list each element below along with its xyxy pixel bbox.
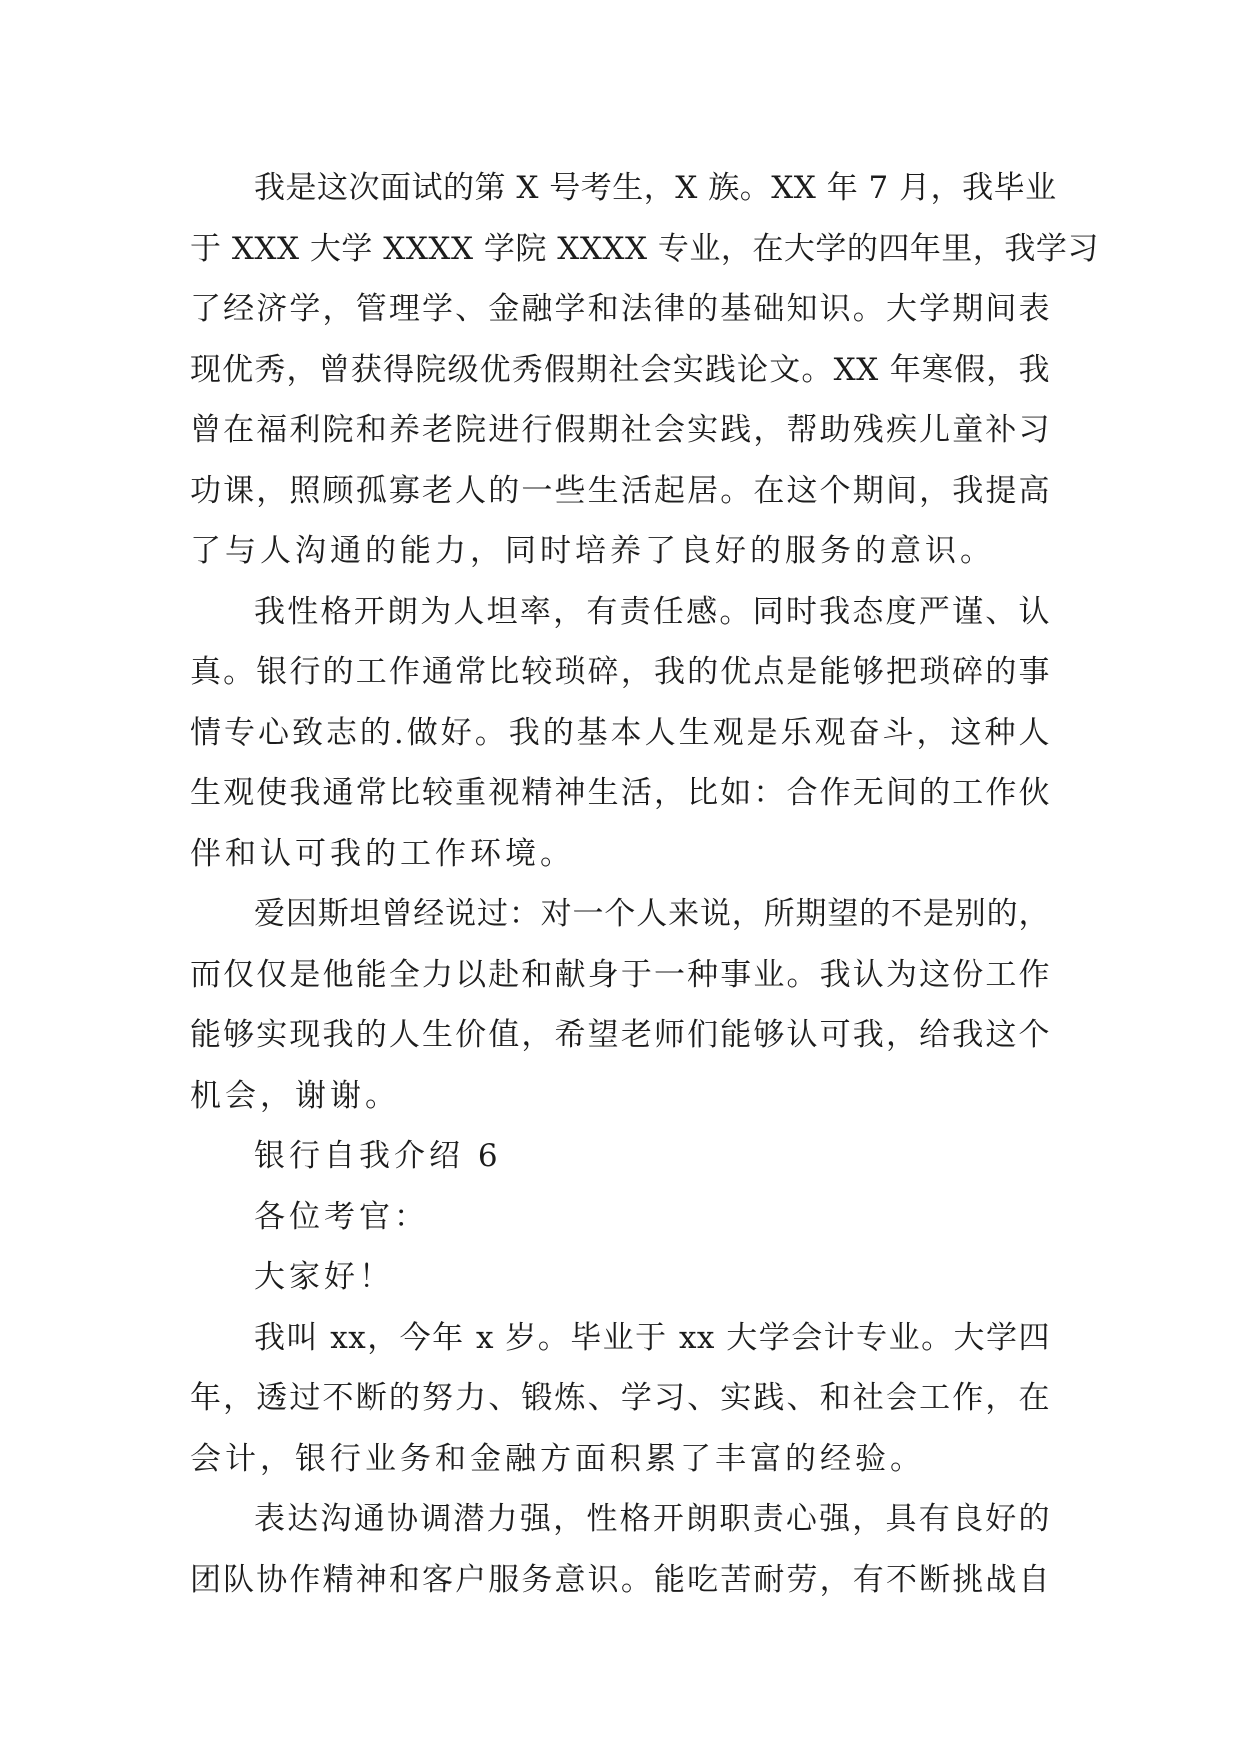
text-line: 能够实现我的人生价值，希望老师们能够认可我，给我这个 <box>190 1017 1050 1053</box>
text-line: 现优秀，曾获得院级优秀假期社会实践论文。XX 年寒假，我 <box>190 351 1050 388</box>
text-line: 我性格开朗为人坦率，有责任感。同时我态度严谨、认 <box>254 593 1050 630</box>
section-heading: 银行自我介绍 6 <box>254 1138 502 1174</box>
text-line: 而仅仅是他能全力以赴和献身于一种事业。我认为这份工作 <box>190 956 1050 993</box>
text-line: 年，透过不断的努力、锻炼、学习、实践、和社会工作，在 <box>190 1380 1050 1416</box>
text-line: 情专心致志的.做好。我的基本人生观是乐观奋斗，这种人 <box>190 714 1050 751</box>
document-body <box>190 158 1099 1610</box>
text-line: 曾在福利院和养老院进行假期社会实践，帮助残疾儿童补习 <box>190 412 1050 448</box>
text-line: 了与人沟通的能力，同时培养了良好的服务的意识。 <box>190 533 995 569</box>
text-line: 伴和认可我的工作环境。 <box>190 835 575 872</box>
text-line: 了经济学，管理学、金融学和法律的基础知识。大学期间表 <box>190 291 1050 327</box>
text-line: 爱因斯坦曾经说过：对一个人来说，所期望的不是别的， <box>254 896 1050 932</box>
text-line: 表达沟通协调潜力强，性格开朗职责心强，具有良好的 <box>254 1501 1050 1537</box>
text-line: 会计，银行业务和金融方面积累了丰富的经验。 <box>190 1440 925 1477</box>
text-line: 功课，照顾孤寡老人的一些生活起居。在这个期间，我提高 <box>190 472 1050 509</box>
text-line: 团队协作精神和客户服务意识。能吃苦耐劳，有不断挑战自 <box>190 1561 1050 1598</box>
salutation: 各位考官： <box>254 1198 429 1235</box>
text-line: 于 XXX 大学 XXXX 学院 XXXX 专业，在大学的四年里，我学习 <box>190 230 1099 267</box>
greeting: 大家好！ <box>254 1259 394 1295</box>
text-line: 真。银行的工作通常比较琐碎，我的优点是能够把琐碎的事 <box>190 654 1050 690</box>
text-line: 我是这次面试的第 X 号考生，X 族。XX 年 7 月，我毕业 <box>254 170 1057 206</box>
text-line: 我叫 xx，今年 x 岁。毕业于 xx 大学会计专业。大学四 <box>254 1319 1050 1356</box>
text-line: 生观使我通常比较重视精神生活，比如：合作无间的工作伙 <box>190 775 1050 811</box>
text-line: 机会，谢谢。 <box>190 1077 400 1114</box>
